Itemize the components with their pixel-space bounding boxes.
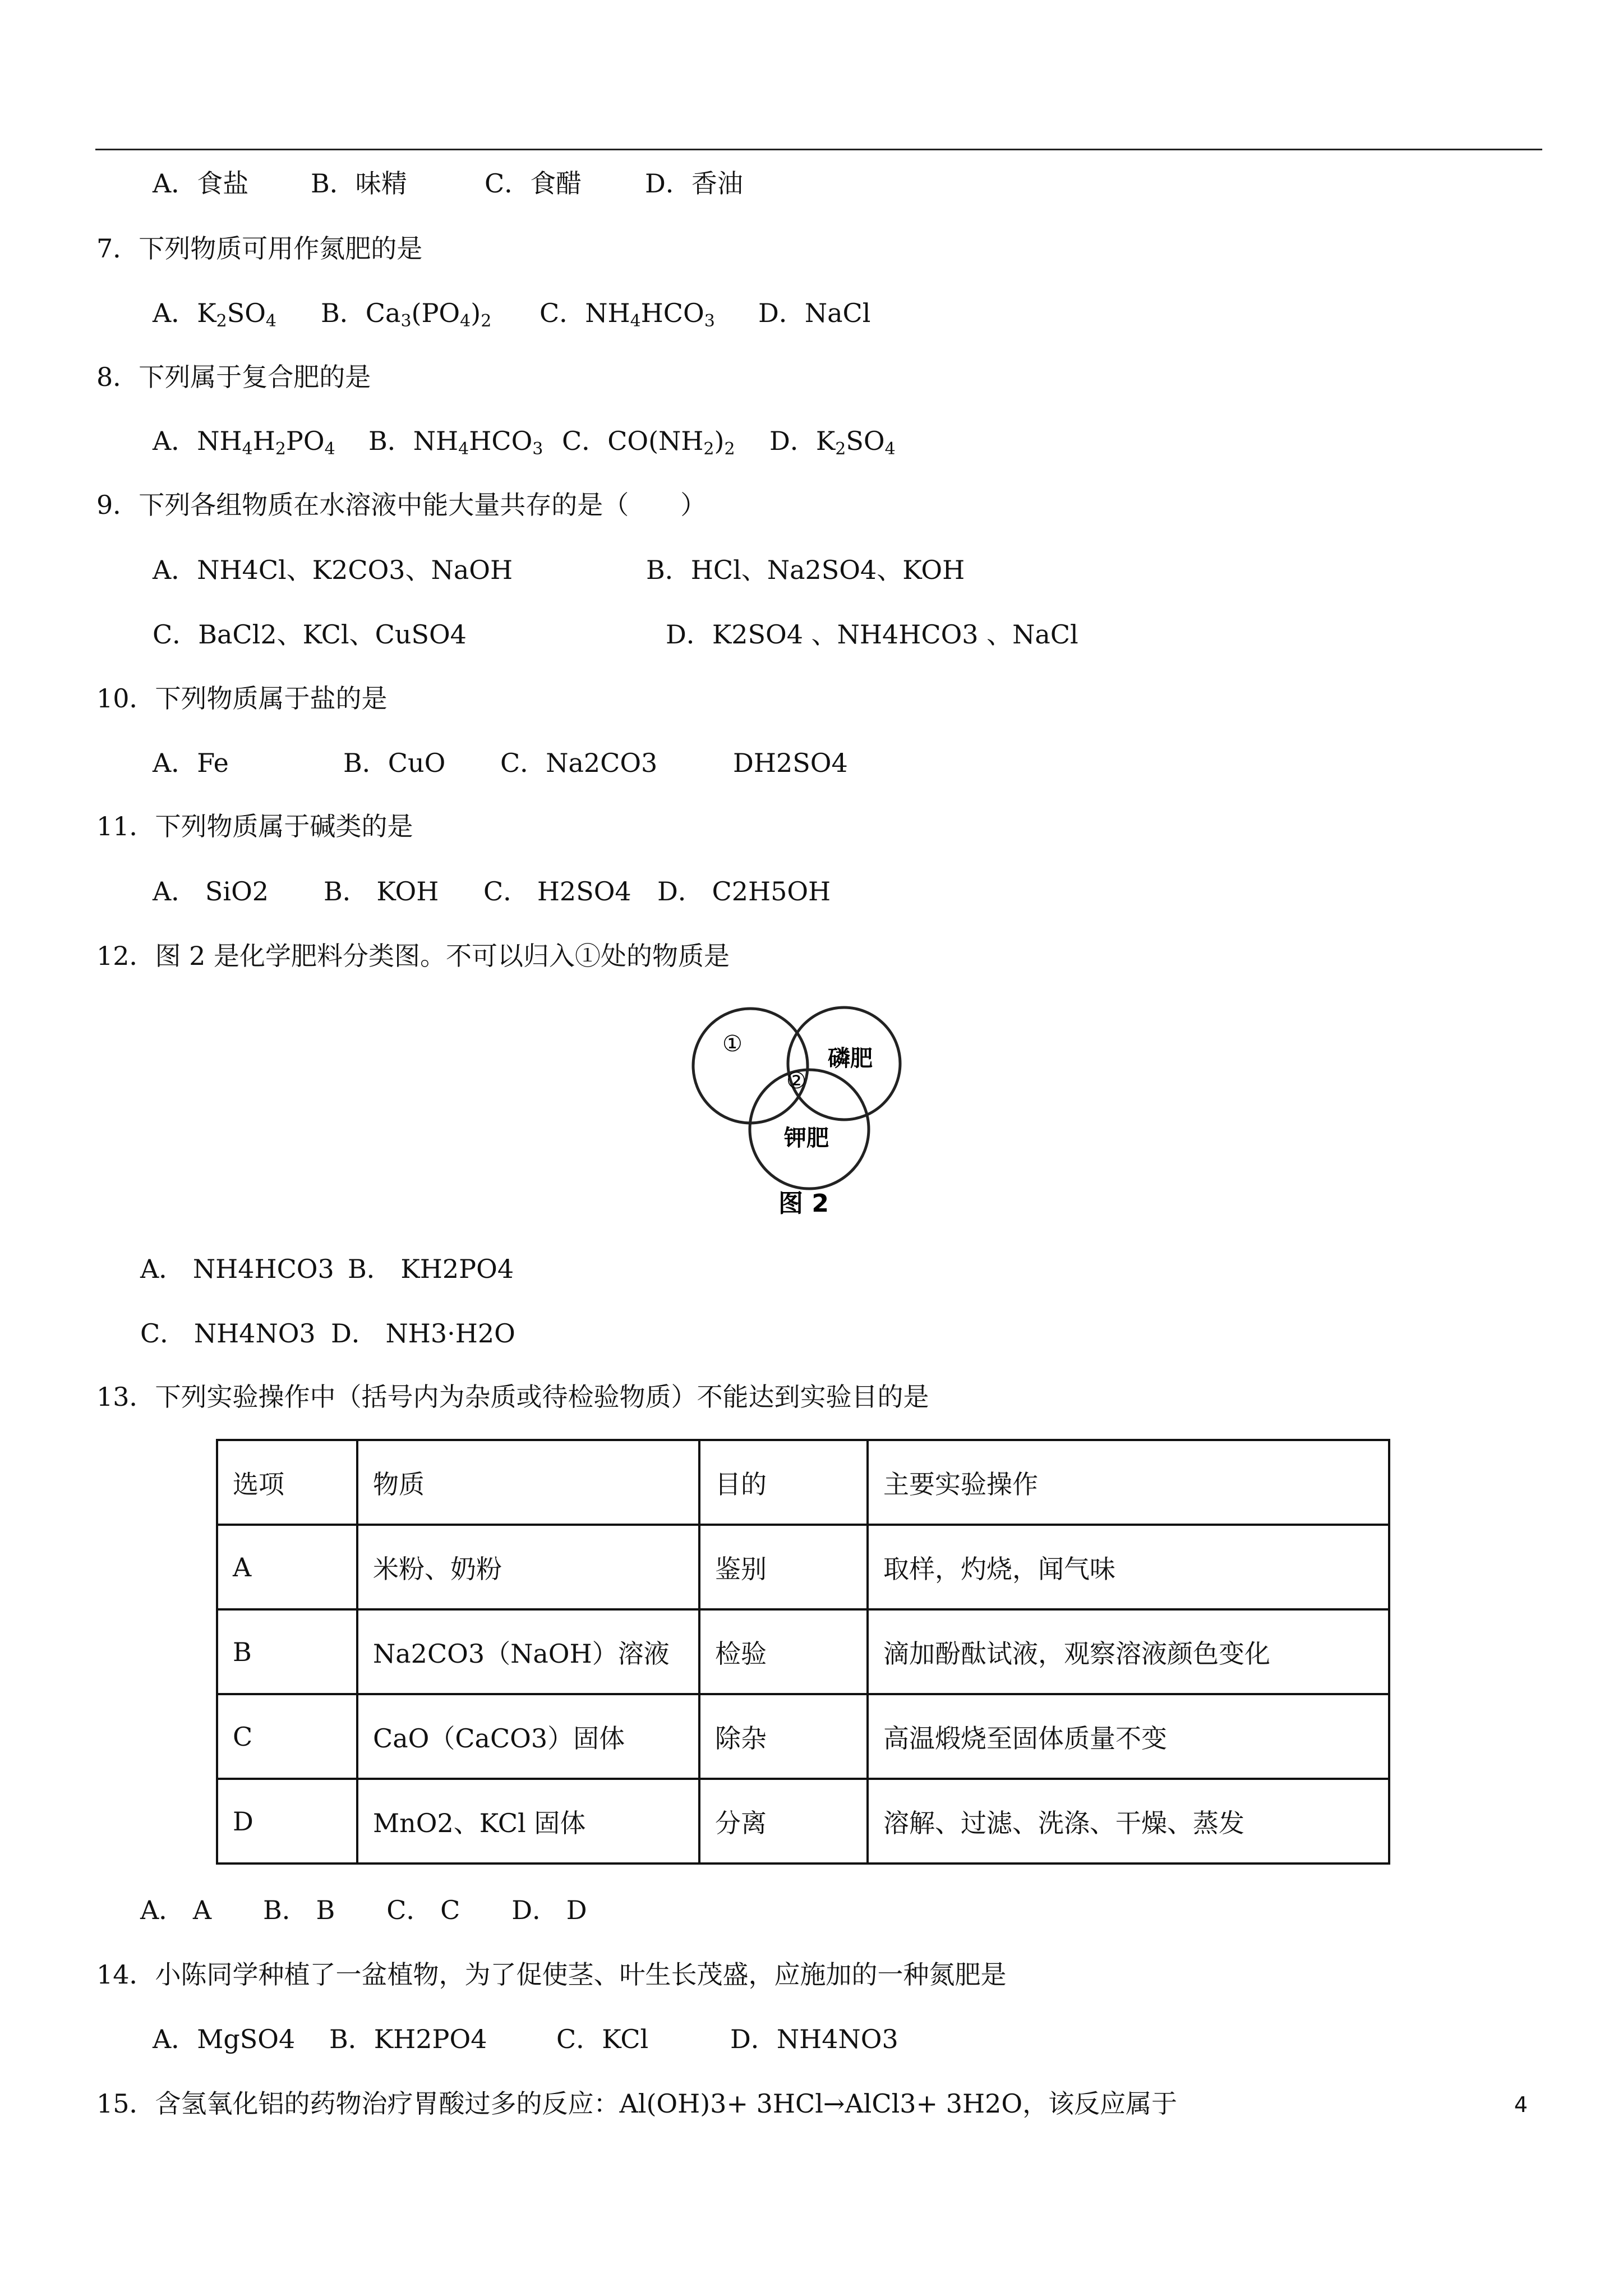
table-cell: 检验 <box>699 1609 868 1694</box>
q14-stem: 14．小陈同学种植了一盆植物，为了促使茎、叶生长茂盛，应施加的一种氮肥是 <box>96 1959 1007 1990</box>
table-cell: C <box>217 1694 357 1779</box>
table-cell: 米粉、奶粉 <box>357 1525 699 1609</box>
q10-option-d: DH2SO4 <box>733 748 848 778</box>
q10-option-a: A．Fe <box>153 748 229 778</box>
table-row <box>217 1609 1389 1694</box>
table-cell: 鉴别 <box>699 1525 868 1609</box>
q12-option-c: C． NH4NO3 <box>140 1318 316 1349</box>
q11-option-b: B． KOH <box>324 876 439 907</box>
q8-stem: 8．下列属于复合肥的是 <box>96 362 371 392</box>
q6-option-a: A．食盐 <box>153 168 249 199</box>
q9-option-b: B．HCl、Na2SO4、KOH <box>646 555 965 585</box>
q12-option-d: D． NH3·H2O <box>331 1318 515 1349</box>
venn-label-region-2: ② <box>786 1068 806 1094</box>
table-row <box>217 1525 1389 1609</box>
table-cell: Na2CO3（NaOH）溶液 <box>357 1609 699 1694</box>
q13-stem: 13．下列实验操作中（括号内为杂质或待检验物质）不能达到实验目的是 <box>96 1382 929 1412</box>
q9-stem: 9．下列各组物质在水溶液中能大量共存的是（ ） <box>96 490 707 520</box>
q6-option-c: C．食醋 <box>485 168 582 199</box>
venn-circle-nitrogen <box>693 1009 808 1123</box>
q10-option-c: C．Na2CO3 <box>500 748 658 778</box>
q14-option-a: A．MgSO4 <box>153 2024 296 2054</box>
table-cell: B <box>217 1609 357 1694</box>
q14-option-d: D．NH4NO3 <box>730 2024 898 2054</box>
q9-option-a: A．NH4Cl、K2CO3、NaOH <box>153 555 513 585</box>
table-header-cell: 物质 <box>357 1440 699 1525</box>
q11-option-a: A． SiO2 <box>153 876 269 907</box>
table-header-cell: 主要实验操作 <box>868 1440 1389 1525</box>
table-cell: 除杂 <box>699 1694 868 1779</box>
venn-label-potash: 钾肥 <box>784 1125 829 1151</box>
q7-option-a: A．$K_2SO_4$ <box>153 298 277 331</box>
table-cell: A <box>217 1525 357 1609</box>
q7-option-b: B．$Ca_3(PO_4)_2$ <box>321 298 492 331</box>
q12-option-a: A． NH4HCO3 <box>140 1254 334 1284</box>
figure-caption: 图 2 <box>778 1189 829 1218</box>
table-cell: 高温煅烧至固体质量不变 <box>868 1694 1389 1779</box>
table-row <box>217 1694 1389 1779</box>
q8-option-a: A．$NH_4H_2PO_4$ <box>153 426 335 459</box>
table-header-row <box>217 1440 1389 1525</box>
q8-option-b: B．$NH_4HCO_3$ <box>368 426 543 459</box>
q7-option-d: D．NaCl <box>758 298 871 328</box>
table-cell: 分离 <box>699 1779 868 1864</box>
q11-option-d: D． C2H5OH <box>657 876 831 907</box>
q9-option-d: D．K2SO4 、NH4HCO3 、NaCl <box>666 619 1078 650</box>
table-header-cell: 目的 <box>699 1440 868 1525</box>
q12-stem: 12．图 2 是化学肥料分类图。不可以归入①处的物质是 <box>96 941 730 971</box>
table-cell: MnO2、KCl 固体 <box>357 1779 699 1864</box>
q9-option-c: C．BaCl2、KCl、CuSO4 <box>153 619 467 650</box>
q8-option-c: C．$CO(NH_2)_2$ <box>562 426 735 459</box>
table-cell: 滴加酚酞试液，观察溶液颜色变化 <box>868 1609 1389 1694</box>
q11-option-c: C． H2SO4 <box>483 876 631 907</box>
q6-option-b: B．味精 <box>311 168 407 199</box>
venn-label-region-1: ① <box>722 1031 743 1057</box>
page-number: 4 <box>1514 2092 1528 2117</box>
table-cell: D <box>217 1779 357 1864</box>
table-cell: 溶解、过滤、洗涤、干燥、蒸发 <box>868 1779 1389 1864</box>
table-row <box>217 1779 1389 1864</box>
q13-options: A． A B． B C． C D． D <box>140 1895 587 1925</box>
q7-option-c: C．$NH_4HCO_3$ <box>540 298 715 331</box>
q14-option-c: C．KCl <box>556 2024 649 2054</box>
table-cell: CaO（CaCO3）固体 <box>357 1694 699 1779</box>
q8-option-d: D．$K_2SO_4$ <box>769 426 896 459</box>
q10-option-b: B．CuO <box>343 748 446 778</box>
q7-stem: 7．下列物质可用作氮肥的是 <box>96 233 423 264</box>
q14-option-b: B．KH2PO4 <box>329 2024 487 2054</box>
venn-label-phosphate: 磷肥 <box>828 1046 873 1071</box>
fertilizer-venn-figure <box>684 1004 920 1228</box>
q11-stem: 11．下列物质属于碱类的是 <box>96 811 413 841</box>
header-rule <box>95 149 1542 150</box>
table-cell: 取样，灼烧，闻气味 <box>868 1525 1389 1609</box>
experiment-table <box>216 1439 1390 1865</box>
q12-option-b: B． KH2PO4 <box>348 1254 514 1284</box>
q15-stem: 15．含氢氧化铝的药物治疗胃酸过多的反应：Al(OH)3+ 3HCl→AlCl3+ 3H2O，该反应属于 <box>96 2088 1178 2119</box>
q10-stem: 10．下列物质属于盐的是 <box>96 683 388 714</box>
q6-option-d: D．香油 <box>645 168 743 199</box>
table-header-cell: 选项 <box>217 1440 357 1525</box>
